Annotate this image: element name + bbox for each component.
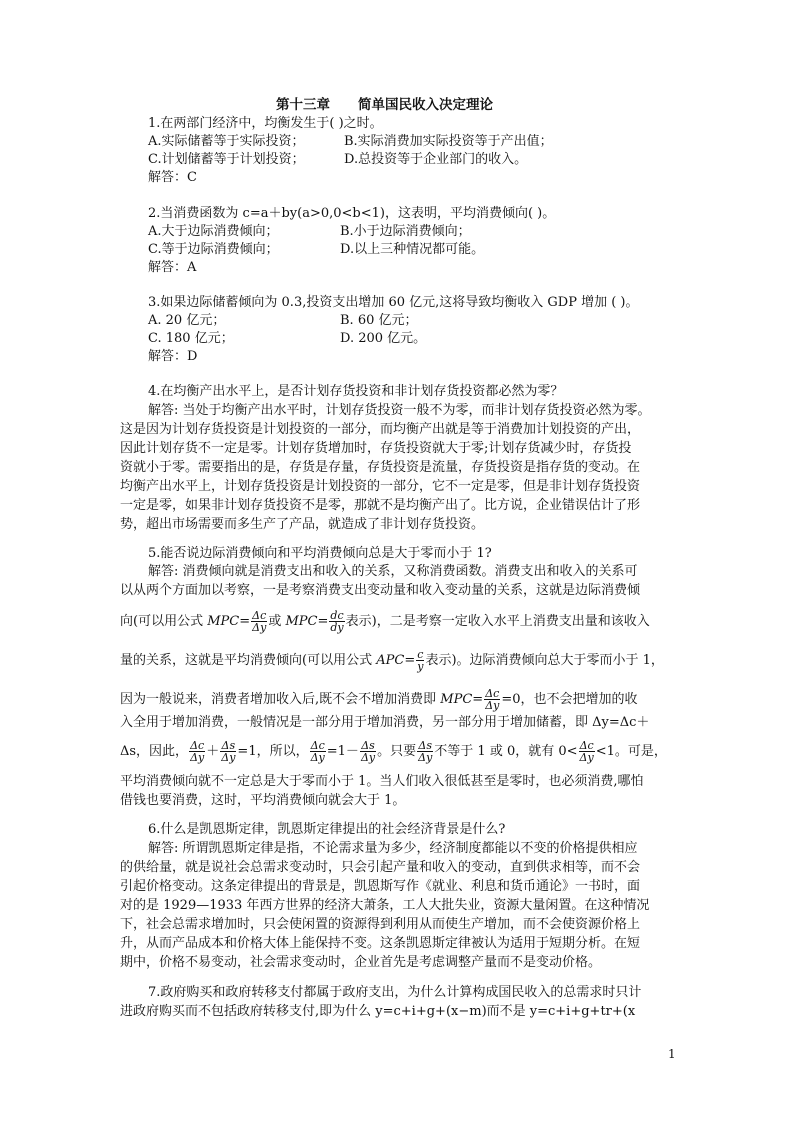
q7-question-line: 7.政府购买和政府转移支付都属于政府支出，为什么计算构成国民收入的总需求时只计: [148, 985, 642, 1000]
q2-option-b: B.小于边际消费倾向；: [340, 224, 471, 239]
q5-mpc-formula-line: 向(可以用公式 MPC= $\frac{\Delta c}{\Delta y}$ 或 MPC= $\frac{dc}{dy}$ 表示)，二是考察一定收入水平上消费支出量和该收入: [120, 609, 650, 634]
q6-answer-line: 引起价格变动。这条定律提出的背景是，凯恩斯写作《就业、利息和货币通论》一书时，面: [120, 879, 641, 894]
q6-answer-line: 升，从而产品成本和价格大体上能保持不变。这条凯恩斯定律被认为适用于短期分析。在短: [120, 936, 641, 951]
q1-question: 1.在两部门经济中，均衡发生于( )之时。: [148, 116, 383, 131]
q4-answer-line: 资就小于零。需要指出的是，存货是存量，存货投资是流量，存货投资是指存货的变动。在: [120, 460, 641, 475]
q6-answer-line: 解答: 所谓凯恩斯定律是指，不论需求量为多少，经济制度都能以不变的价格提供相应: [148, 841, 638, 856]
page-number: 1: [668, 1047, 676, 1061]
chapter-name: 简单国民收入决定理论: [358, 97, 493, 113]
q3-option-d: D. 200 亿元。: [340, 331, 427, 346]
q7-question-line: 进政府购买而不包括政府转移支付,即为什么 y=c+i+g+(x−m)而不是 y=c+i+g+tr+(x: [120, 1004, 636, 1019]
q2-option-c: C.等于边际消费倾向；: [148, 242, 279, 257]
q6-answer-line: 对的是 1929—1933 年西方世界的经济大萧条，工人大批失业，资源大量闲置。在这种情况: [120, 898, 650, 913]
q3-question: 3.如果边际储蓄倾向为 0.3,投资支出增加 60 亿元,这将导致均衡收入 GDP 增加 ( )。: [148, 295, 639, 310]
q5-answer-line: 以从两个方面加以考察，一是考察消费支出变动量和收入变动量的关系，这就是边际消费倾: [120, 583, 641, 598]
q4-answer-line: 解答: 当处于均衡产出水平时，计划存货投资一般不为零，而非计划存货投资必然为零。: [148, 403, 651, 418]
chapter-number: 第十三章: [276, 97, 330, 113]
q5-apc-formula-line: 量的关系，这就是平均消费倾向(可以用公式 APC= $\frac{c}{y}$ 表示)。边际消费倾向总大于零而小于 1，: [120, 648, 664, 673]
q6-answer-line: 下，社会总需求增加时，只会使闲置的资源得到利用从而使生产增加，而不会使资源价格上: [120, 917, 641, 932]
q5-question: 5.能否说边际消费倾向和平均消费倾向总是大于零而小于 1?: [148, 546, 492, 561]
q2-option-d: D.以上三种情况都可能。: [340, 242, 485, 257]
q5-answer-line: 平均消费倾向就不一定总是大于零而小于 1。当人们收入很低甚至是零时，也必须消费,哪怕: [120, 774, 644, 789]
q5-zero-mpc-line: 因为一般说来，消费者增加收入后,既不会不增加消费即 MPC= $\frac{\Delta c}{\Delta y}$ =0，也不会把增加的收: [120, 687, 638, 712]
q3-option-a: A. 20 亿元；: [148, 313, 226, 328]
fraction-dc-dy: $\frac{\Delta c}{\Delta y}$: [252, 609, 267, 634]
q6-question: 6.什么是凯恩斯定律，凯恩斯定律提出的社会经济背景是什么?: [148, 822, 506, 837]
q5-answer-line: 借钱也要消费，这时，平均消费倾向就会大于 1。: [120, 793, 406, 808]
q2-option-a: A.大于边际消费倾向；: [148, 224, 279, 239]
q1-option-a: A.实际储蓄等于实际投资；: [148, 134, 305, 149]
fraction-c-y: $\frac{c}{y}$: [417, 648, 424, 673]
q4-answer-line: 势，超出市场需要而多生产了产品，就造成了非计划存货投资。: [120, 517, 485, 532]
q6-answer-line: 期中，价格不易变动，社会需求变动时，企业首先是考虑调整产量而不是变动价格。: [120, 955, 602, 970]
q2-question: 2.当消费函数为 c=a＋by(a>0,0<b<1)，这表明，平均消费倾向( )。: [148, 206, 556, 221]
q3-answer: 解答：D: [148, 349, 198, 364]
q4-answer-line: 均衡产出水平上，计划存货投资是计划投资的一部分，它不一定是零，但是非计划存货投资: [120, 479, 641, 494]
fraction-derivative: $\frac{dc}{dy}$: [330, 609, 344, 634]
q1-option-b: B.实际消费加实际投资等于产出值；: [344, 134, 553, 149]
q2-answer: 解答：A: [148, 260, 197, 275]
q1-option-d: D.总投资等于企业部门的收入。: [344, 152, 528, 167]
q3-option-b: B. 60 亿元；: [340, 313, 418, 328]
q5-answer-line: 解答: 消费倾向就是消费支出和收入的关系，又称消费函数。消费支出和收入的关系可: [148, 564, 638, 579]
q3-option-c: C. 180 亿元；: [148, 331, 234, 346]
q1-answer: 解答：C: [148, 170, 197, 185]
q6-answer-line: 的供给量，就是说社会总需求变动时，只会引起产量和收入的变动，直到供求相等，而不会: [120, 860, 641, 875]
q4-answer-line: 这是因为计划存货投资是计划投资的一部分，而均衡产出就是等于消费加计划投资的产出，: [120, 422, 641, 437]
q1-option-c: C.计划储蓄等于计划投资；: [148, 152, 305, 167]
q5-answer-line: 入全用于增加消费，一般情况是一部分用于增加消费，另一部分用于增加储蓄，即 Δy=Δc＋: [120, 715, 650, 730]
q4-answer-line: 一定是零，如果非计划存货投资不是零，那就不是均衡产出了。比方说，企业错误估计了形: [120, 498, 641, 513]
q4-answer-line: 因此计划存货不一定是零。计划存货增加时，存货投资就大于零;计划存货减少时，存货投: [120, 441, 632, 456]
q5-identity-line: Δs，因此， $\frac{\Delta c}{\Delta y}$ ＋ $\frac{\Delta s}{\Delta y}$ =1，所以， $\frac{\Delta c}{\Delta y}$ =1－ $\frac{\Delta s}{\Delta y}$ 。只要 $\frac{\Delta s}{\Delta y}$ 不等于 1 或 0，就有 0< $\frac{\Delta c}{\Delta y}$ <1。可是，: [120, 739, 667, 764]
q4-question: 4.在均衡产出水平上，是否计划存货投资和非计划存货投资都必然为零？: [148, 384, 564, 399]
chapter-title: [276, 96, 493, 114]
